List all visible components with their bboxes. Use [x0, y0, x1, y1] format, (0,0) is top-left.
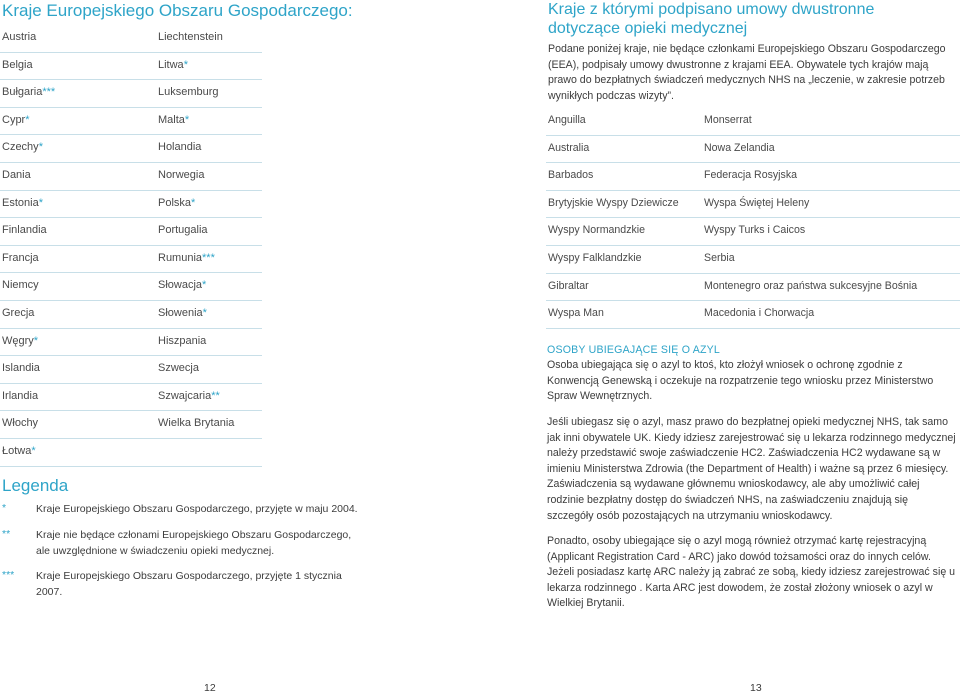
country-name: Bułgaria	[2, 86, 43, 99]
legend-marker: ***	[202, 251, 215, 264]
country-name: Austria	[2, 31, 37, 43]
bilateral-country-col2: Wyspy Turks i Caicos	[704, 224, 806, 237]
country-name: Szwecja	[158, 362, 199, 375]
page-number-left: 12	[204, 682, 216, 694]
country-name: Wielka Brytania	[158, 417, 235, 430]
eea-country-col2	[158, 31, 223, 43]
bilateral-table-row	[546, 190, 960, 219]
legend-item-marker: ***	[2, 569, 15, 581]
asylum-paragraph-1: Osoba ubiegająca się o azyl to ktoś, kto złożył wniosek o ochronę zgodnie z Konwencją Genewską i oczekuje na rozpatrzenie tego wniosku przez Ministerstwo Spraw Wewnętrznych.	[547, 359, 934, 403]
asylum-paragraph-3: Ponadto, osoby ubiegające się o azyl mogą również otrzymać kartę rejestracyjną (Applicant Registration Card - ARC) jako dowód tożsamości oraz do innych celów. Jeżeli posiadasz kartę ARC należy ją zabrać ze sobą, kiedy idziesz zarejestrować się u lekarza rodzinnego . Karta ARC jest dowodem, że został złożony wniosek o azyl w Wielkiej Brytanii.	[547, 535, 956, 610]
eea-country-col1	[2, 141, 43, 153]
bilateral-country-col2: Nowa Zelandia	[704, 141, 775, 154]
eea-table-row	[0, 328, 262, 357]
eea-table-row	[0, 300, 262, 329]
legend-item-text: Kraje nie będące członami Europejskiego Obszaru Gospodarczego, ale uwzględnione w świadczeniu opieki medycznej.	[36, 529, 352, 557]
country-name: Norwegia	[158, 169, 205, 181]
eea-country-col1	[2, 279, 39, 291]
eea-country-col2	[158, 362, 199, 374]
eea-country-col1	[2, 335, 38, 347]
eea-country-col1	[2, 390, 38, 402]
legend-marker: *	[38, 141, 43, 154]
bilateral-table-row	[546, 300, 960, 329]
bilateral-country-col2: Serbia	[704, 252, 735, 264]
legend-marker: *	[184, 113, 190, 126]
eea-table-row	[0, 190, 262, 219]
eea-table-row	[0, 245, 262, 274]
legend-marker: *	[38, 196, 43, 209]
eea-table-row	[0, 438, 262, 467]
eea-table-row	[0, 410, 262, 439]
bilateral-country-col1: Barbados	[548, 169, 594, 182]
country-name: Szwajcaria	[158, 389, 212, 402]
eea-country-col1	[2, 224, 47, 236]
eea-country-col2	[158, 59, 188, 71]
eea-country-col1	[2, 86, 55, 98]
country-name: Malta	[158, 113, 185, 126]
eea-country-col2	[158, 141, 201, 153]
bilateral-country-col2: Montenegro oraz państwa sukcesyjne Bośnia	[704, 279, 918, 292]
country-name: Finlandia	[2, 224, 47, 237]
eea-country-col2	[158, 114, 189, 126]
eea-table-row	[0, 24, 262, 53]
country-name: Islandia	[2, 362, 40, 375]
country-name: Holandia	[158, 141, 202, 154]
country-name: Litwa	[158, 58, 184, 71]
legend-item-text: Kraje Europejskiego Obszaru Gospodarczego, przyjęte w maju 2004.	[36, 503, 358, 515]
eea-country-col1	[2, 445, 36, 457]
legend-title: Legenda	[2, 476, 69, 495]
eea-country-col1	[2, 169, 31, 181]
bilateral-country-col1: Wyspa Man	[548, 307, 604, 320]
bilateral-country-col2: Macedonia i Chorwacja	[704, 307, 815, 320]
eea-country-col2	[158, 169, 204, 181]
bilateral-country-col1: Wyspy Normandzkie	[548, 224, 646, 237]
country-name: Hiszpania	[158, 334, 207, 347]
country-name: Belgia	[2, 58, 33, 71]
country-name: Polska	[158, 196, 192, 209]
legend-marker: *	[202, 279, 207, 292]
asylum-paragraph-2: Jeśli ubiegasz się o azyl, masz prawo do bezpłatnej opieki medycznej NHS, tak samo jak inni obywatele UK. Kiedy idziesz zarejestrować się u lekarza rodzinnego medycznej należy przedstawić swoje zaświadczenie HC2. Zaświadczenia HC2 wydawane są w imieniu Ministerstwa Zdrowia (the Department of Health) i ważne są przez 6 miesięcy. Zaświadczenia są wydawane głównemu wnioskodawcy, ale aby umożliwić całej rodzinie bezpłatny dostęp do świadczeń NHS, na zaświadczeniu znajdują się szczegóły osób pozostających na utrzymaniu wnioskodawcy.	[547, 416, 956, 522]
country-name: Włochy	[2, 417, 39, 430]
eea-table-row	[0, 383, 262, 412]
legend-marker: *	[33, 334, 39, 347]
country-name: Rumunia	[158, 251, 203, 264]
eea-country-col1	[2, 59, 33, 71]
country-name: Liechtenstein	[158, 31, 223, 43]
legend-item-marker: *	[2, 502, 7, 514]
eea-country-col1	[2, 417, 38, 429]
country-name: Irlandia	[2, 389, 39, 402]
legend-marker: **	[211, 389, 220, 402]
eea-country-col2	[158, 279, 206, 291]
eea-table-row	[0, 52, 262, 81]
country-name: Luksemburg	[158, 86, 219, 99]
legend-marker: *	[25, 113, 30, 126]
bilateral-table-row	[546, 217, 960, 246]
bilateral-country-col1: Australia	[548, 141, 590, 154]
eea-country-col2	[158, 390, 220, 402]
eea-country-col2	[158, 307, 207, 319]
bilateral-table-row	[546, 107, 960, 136]
legend-marker: *	[31, 445, 36, 457]
eea-country-col1	[2, 31, 36, 43]
eea-table-row	[0, 217, 262, 246]
bilateral-table-row	[546, 162, 960, 191]
country-name: Cypr	[2, 113, 26, 126]
bilateral-country-col1: Gibraltar	[548, 279, 589, 292]
bilateral-country-col2: Federacja Rosyjska	[704, 169, 798, 182]
country-name: Estonia	[2, 196, 39, 209]
eea-table-row	[0, 107, 262, 136]
country-name: Czechy	[2, 141, 39, 154]
country-name: Niemcy	[2, 279, 39, 292]
eea-table-row	[0, 272, 262, 301]
eea-country-col2	[158, 224, 208, 236]
eea-country-col1	[2, 197, 43, 209]
eea-country-col1	[2, 307, 34, 319]
eea-country-col2	[158, 86, 219, 98]
eea-country-col2	[158, 335, 206, 347]
country-name: Grecja	[2, 307, 35, 319]
eea-country-col2	[158, 252, 215, 264]
left-page-title: Kraje Europejskiego Obszaru Gospodarczego:	[2, 1, 353, 20]
eea-table-row	[0, 355, 262, 384]
country-name: Słowenia	[158, 307, 203, 319]
eea-country-col2	[158, 417, 234, 429]
bilateral-country-col2: Wyspa Świętej Heleny	[704, 196, 810, 209]
country-name: Dania	[2, 169, 31, 181]
country-name: Łotwa	[2, 445, 32, 457]
eea-table-row	[0, 162, 262, 191]
country-name: Portugalia	[158, 224, 208, 237]
legend-item-text: Kraje Europejskiego Obszaru Gospodarczego, przyjęte 1 stycznia 2007.	[36, 570, 342, 598]
eea-country-col1	[2, 252, 39, 264]
eea-country-col1	[2, 114, 30, 126]
legend-marker: ***	[42, 86, 56, 99]
legend-marker: *	[183, 58, 188, 71]
legend-item-marker: **	[2, 528, 11, 540]
page-number-right: 13	[750, 682, 762, 694]
bilateral-table-row	[546, 135, 960, 164]
country-name: Francja	[2, 251, 39, 264]
legend-marker: *	[202, 307, 207, 319]
bilateral-table-row	[546, 245, 960, 274]
country-name: Węgry	[2, 334, 34, 347]
asylum-section-heading: OSOBY UBIEGAJĄCE SIĘ O AZYL	[547, 344, 720, 356]
eea-country-col2	[158, 197, 195, 209]
eea-table-row	[0, 79, 262, 108]
country-name: Słowacja	[158, 279, 203, 292]
bilateral-country-col1: Brytyjskie Wyspy Dziewicze	[548, 196, 679, 209]
bilateral-country-col1: Anguilla	[548, 114, 586, 126]
bilateral-country-col2: Monserrat	[704, 114, 752, 126]
eea-table-row	[0, 134, 262, 163]
eea-country-col1	[2, 362, 40, 374]
bilateral-intro-text: Podane poniżej kraje, nie będące członkami Europejskiego Obszaru Gospodarczego (EEA), podpisały umowy dwustronne z krajami EEA. Obywatele tych krajów mają prawo do bezpłatnych świadczeń medycznych NHS na „leczenie, w zakresie potrzeb wynikłych podczas wizyty”.	[548, 43, 946, 102]
legend-marker: *	[191, 196, 196, 209]
bilateral-country-col1: Wyspy Falklandzkie	[548, 252, 642, 264]
bilateral-table-row	[546, 273, 960, 302]
right-page-title: Kraje z którymi podpisano umowy dwustronne dotyczące opieki medycznej	[548, 1, 875, 37]
